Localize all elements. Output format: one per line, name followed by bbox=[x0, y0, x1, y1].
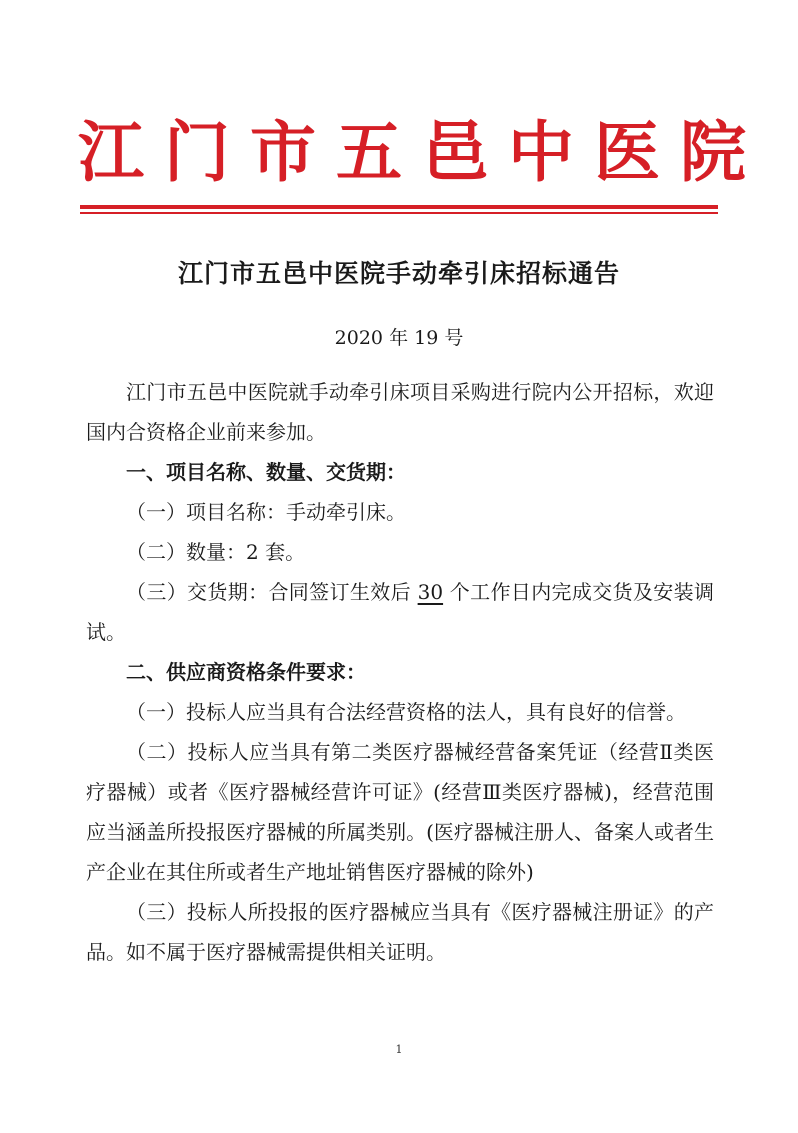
section1-item3 bbox=[86, 572, 714, 652]
letterhead-org-name: 江门市五邑中医院 bbox=[78, 113, 766, 191]
letterhead-red-rule-thick bbox=[80, 205, 718, 209]
document-body bbox=[86, 372, 714, 972]
section1-item3-before: （三）交货期：合同签订生效后 bbox=[126, 580, 418, 604]
intro-paragraph: 江门市五邑中医院就手动牵引床项目采购进行院内公开招标，欢迎国内合资格企业前来参加。 bbox=[86, 380, 714, 444]
section2-item1: （一）投标人应当具有合法经营资格的法人，具有良好的信誉。 bbox=[126, 700, 686, 724]
document-number: 2020 年 19 号 bbox=[334, 327, 464, 349]
section2-item3: （三）投标人所投报的医疗器械应当具有《医疗器械注册证》的产品。如不属于医疗器械需提供相关证明。 bbox=[86, 900, 714, 964]
delivery-days-value: 30 bbox=[417, 580, 444, 604]
page-number: 1 bbox=[395, 1043, 403, 1056]
section1-heading: 一、项目名称、数量、交货期： bbox=[126, 460, 406, 484]
section1-item3-after: 个工作日内完成交货及安装调试。 bbox=[86, 580, 714, 644]
letterhead-red-rule-thin bbox=[80, 212, 718, 214]
document-title: 江门市五邑中医院手动牵引床招标通告 bbox=[177, 259, 620, 288]
section2-heading: 二、供应商资格条件要求： bbox=[126, 660, 366, 684]
section1-item2: （二）数量：2 套。 bbox=[126, 540, 306, 564]
section1-item1: （一）项目名称：手动牵引床。 bbox=[126, 500, 406, 524]
section2-item2: （二）投标人应当具有第二类医疗器械经营备案凭证（经营Ⅱ类医疗器械）或者《医疗器械经营许可证》(经营Ⅲ类医疗器械)，经营范围应当涵盖所投报医疗器械的所属类别。(医疗器械注册人、备案人或者生产企业在其住所或者生产地址销售医疗器械的除外) bbox=[86, 740, 714, 884]
